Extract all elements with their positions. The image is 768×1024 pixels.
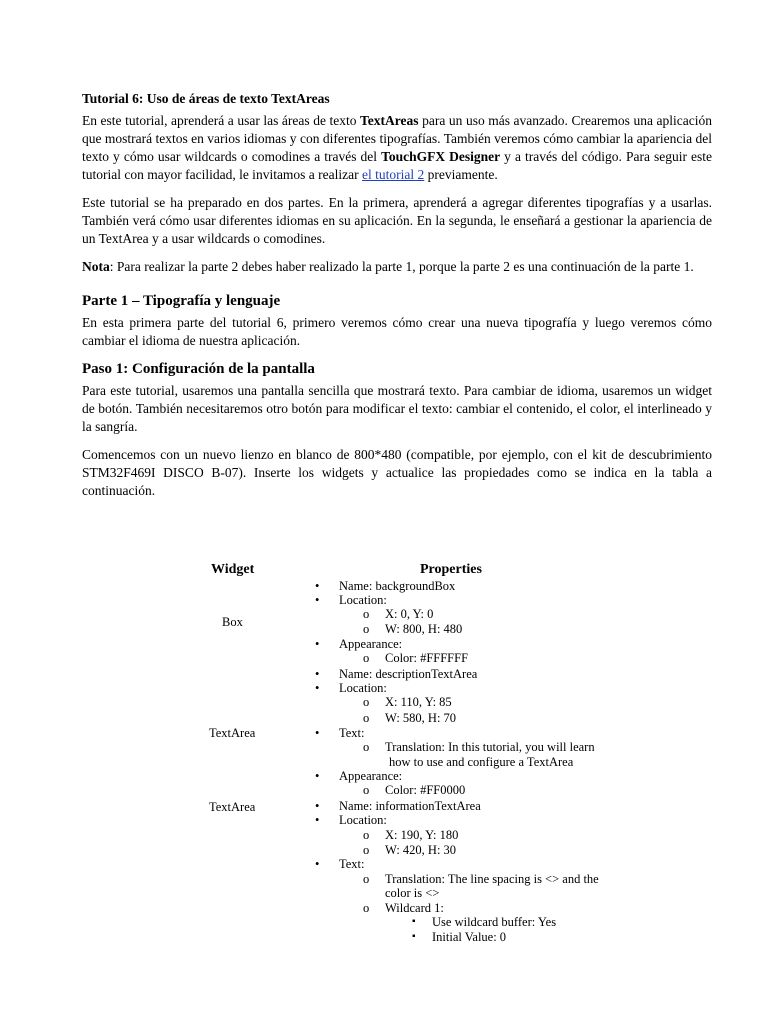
property-subitem: o X: 0, Y: 0 [385,607,433,621]
part1-heading: Parte 1 – Tipografía y lenguaje [82,293,281,309]
document-title: Tutorial 6: Uso de áreas de texto TextAreas [82,91,330,106]
note-text: : Para realizar la parte 2 debes haber realizado la parte 1, porque la parte 2 es una continuación de la parte 1. [109,259,694,274]
property-subitem: o X: 110, Y: 85 [385,695,452,709]
intro-bold-designer: TouchGFX Designer [381,149,501,164]
property-item: • Appearance: [339,637,402,651]
part1-paragraph: En esta primera parte del tutorial 6, primero veremos cómo crear una nueva tipografía y luego veremos cómo cambiar el idioma de nuestra aplicación. [82,315,712,348]
tutorial-2-link[interactable]: el tutorial 2 [362,167,425,182]
property-item: • Text: [339,857,365,871]
intro-text: y a través del código. Para seguir este tutorial con mayor facilidad, le invitamos a realizar [82,149,712,182]
table-cell-widget: TextArea [209,800,256,814]
property-item: • Location: [339,681,387,695]
property-subitem: o Color: #FFFFFF [385,651,468,665]
table-header-properties: Properties [420,562,482,577]
intro-text: En este tutorial, aprenderá a usar las áreas de texto [82,113,361,128]
table-header-widget: Widget [211,562,255,577]
intro-bold-textareas: TextAreas [360,113,419,128]
property-item: • Location: [339,813,387,827]
document-body [82,90,712,510]
property-subitem: o X: 190, Y: 180 [385,828,458,842]
property-subitem: o Wildcard 1: [385,901,444,915]
property-item: • Name: backgroundBox [339,579,455,593]
note-paragraph [82,258,712,276]
property-subitem: o Translation: In this tutorial, you will learn [385,740,595,754]
property-subitem: o W: 580, H: 70 [385,711,456,725]
property-item: • Text: [339,726,365,740]
property-item: • Appearance: [339,769,402,783]
property-subitem-continuation: how to use and configure a TextArea [389,755,574,769]
property-subsubitem: ▪ Use wildcard buffer: Yes [432,915,556,929]
property-subitem-continuation: color is <> [385,886,440,900]
property-subitem: o Color: #FF0000 [385,783,465,797]
property-subitem: o W: 420, H: 30 [385,843,456,857]
table-cell-widget: TextArea [209,726,256,740]
step1-heading: Paso 1: Configuración de la pantalla [82,361,315,377]
intro-paragraph [82,112,712,184]
step1-paragraph: Para este tutorial, usaremos una pantalla sencilla que mostrará texto. Para cambiar de idioma, usaremos un widget de botón. También necesitaremos otro botón para modificar el texto: cambiar el contenido, el color, el interlineado y la sangría. [82,383,712,434]
intro-text: previamente. [424,167,498,182]
property-subsubitem: ▪ Initial Value: 0 [432,930,506,944]
property-item: • Name: descriptionTextArea [339,667,477,681]
intro-text: para un uso más avanzado. Crearemos una aplicación que mostrará textos en varios idiomas y con diferentes tipografías. También veremos cómo cambiar la apariencia del texto y cómo usar wildcards o comodines a través del [82,113,712,164]
property-item: • Name: informationTextArea [339,799,481,813]
step1-paragraph: Comencemos con un nuevo lienzo en blanco de 800*480 (compatible, por ejemplo, con el kit de descubrimiento STM32F469I DISCO B-07). Inserte los widgets y actualice las propiedades como se indica en la tabla a continuación. [82,447,712,498]
table-cell-widget: Box [222,615,243,629]
property-subitem: o Translation: The line spacing is <> and the [385,872,599,886]
parts-paragraph: Este tutorial se ha preparado en dos partes. En la primera, aprenderá a agregar diferentes tipografías y a usarlas. También verá cómo usar diferentes idiomas en su aplicación. En la segunda, le enseñará a gestionar la apariencia de un TextArea y a usar wildcards o comodines. [82,195,712,246]
note-label: Nota [82,259,110,274]
property-subitem: o W: 800, H: 480 [385,622,462,636]
property-item: • Location: [339,593,387,607]
